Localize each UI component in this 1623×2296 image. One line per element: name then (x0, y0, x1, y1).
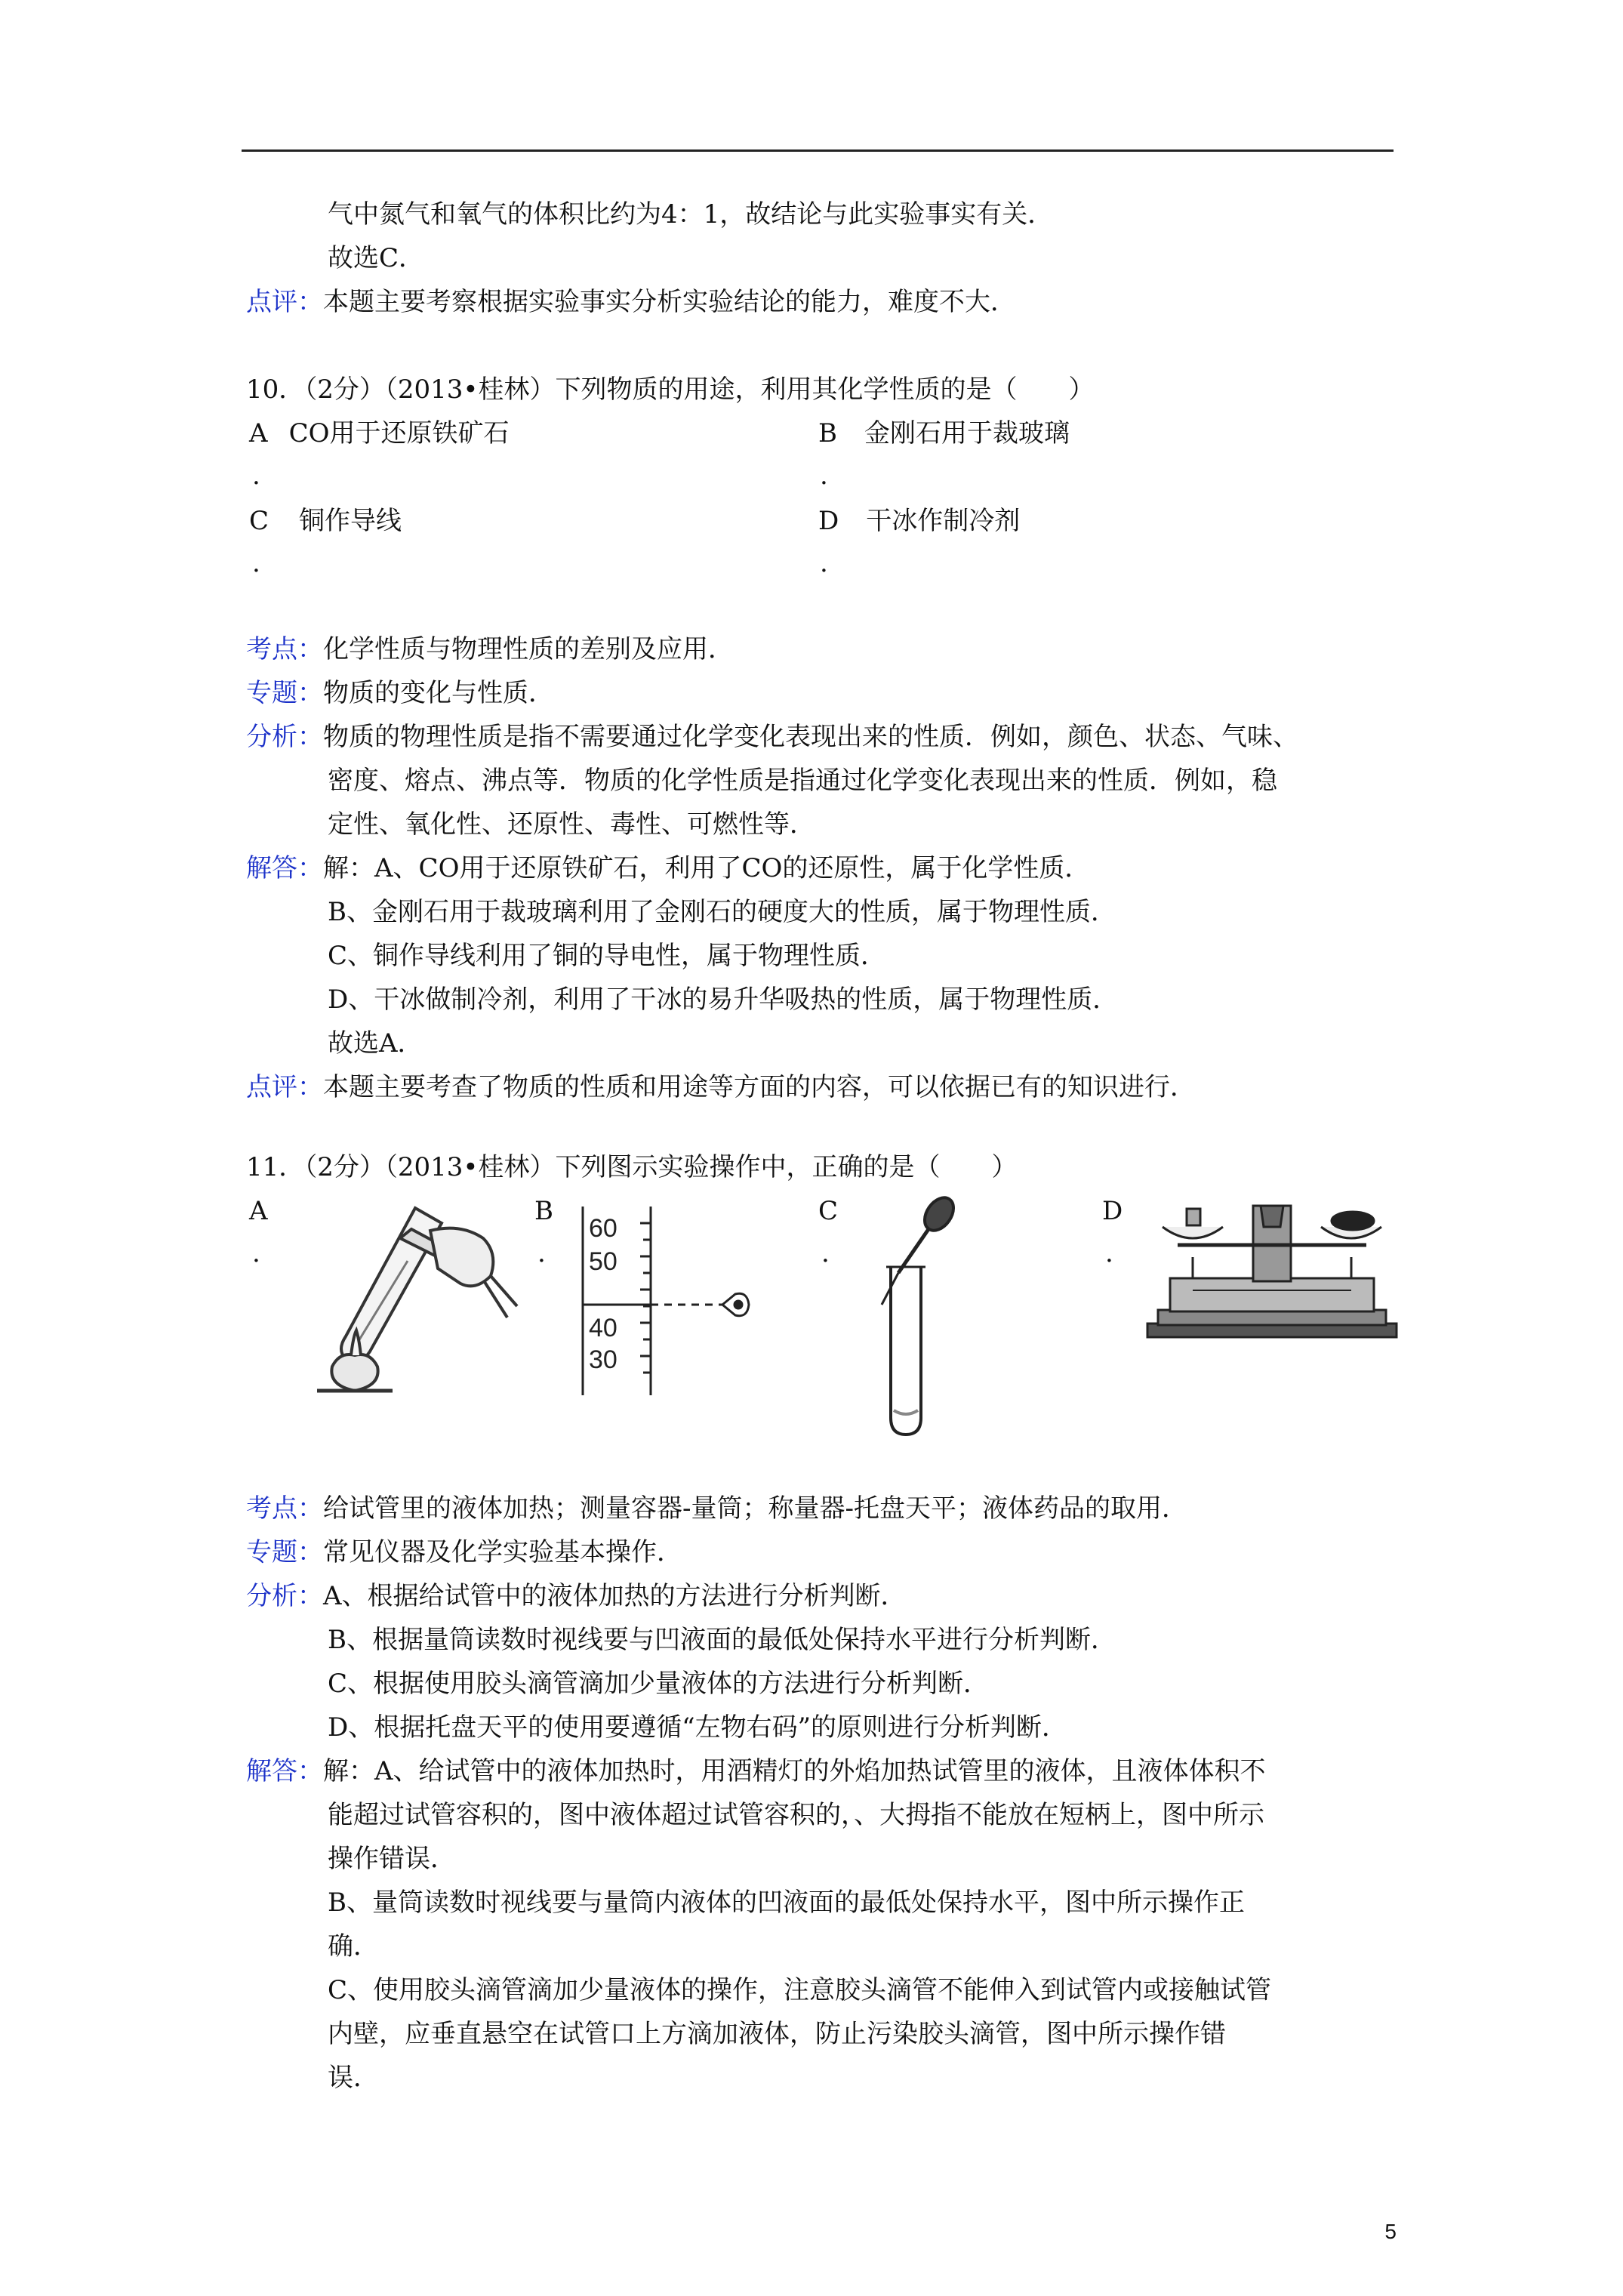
option-dot: . (537, 1238, 546, 1268)
option-dot: . (820, 461, 828, 491)
fenxi-label: 分析： (246, 1581, 323, 1611)
review-text: 本题主要考察根据实验事实分析实验结论的能力，难度不大． (323, 287, 1016, 317)
jieda-line: B、金刚石用于裁玻璃利用了金刚石的硬度大的性质，属于物理性质． (328, 897, 1116, 927)
kaodian-label: 考点： (246, 634, 323, 664)
option-text: CO用于还原铁矿石 (288, 418, 510, 448)
jieda-line: B、量筒读数时视线要与量筒内液体的凹液面的最低处保持水平，图中所示操作正 (328, 1888, 1245, 1918)
q11-option-d-letter: D (1102, 1196, 1123, 1226)
option-dot: . (252, 1238, 260, 1268)
q10-stem: 10．（2分）（2013•桂林）下列物质的用途，利用其化学性质的是（ ） (246, 374, 1095, 405)
option-dot: . (820, 548, 828, 578)
q11-kaodian (246, 1492, 1187, 1525)
kaodian-text: 给试管里的液体加热；测量容器-量筒；称量器-托盘天平；液体药品的取用． (323, 1493, 1187, 1524)
intro-review (246, 285, 1016, 319)
zhuanti-text: 常见仪器及化学实验基本操作． (323, 1537, 682, 1567)
fenxi-line: C、根据使用胶头滴管滴加少量液体的方法进行分析判断． (328, 1669, 990, 1699)
option-dot: . (821, 1238, 830, 1268)
dianping-label: 点评： (246, 1072, 323, 1102)
q10-kaodian (246, 633, 734, 666)
option-letter: A (249, 418, 268, 448)
q11-fenxi (246, 1579, 907, 1613)
jieda-label: 解答： (246, 1756, 323, 1786)
option-text: 铜作导线 (299, 506, 402, 536)
q10-fenxi (246, 720, 1298, 754)
fenxi-line: A、根据给试管中的液体加热的方法进行分析判断． (323, 1581, 907, 1611)
fenxi-label: 分析： (246, 722, 323, 752)
fenxi-line: 定性、氧化性、还原性、毒性、可燃性等． (328, 809, 815, 840)
q11-stem: 11．（2分）（2013•桂林）下列图示实验操作中，正确的是（ ） (246, 1152, 1018, 1182)
figure-c-dropper-test-tube (861, 1191, 966, 1441)
q10-option-d (818, 504, 1020, 538)
q11-jieda (246, 1755, 1266, 1788)
jieda-line: 内壁，应垂直悬空在试管口上方滴加液体，防止污染胶头滴管，图中所示操作错 (328, 2019, 1226, 2049)
option-dot: . (252, 461, 260, 491)
option-text: 金刚石用于裁玻璃 (864, 418, 1070, 448)
figure-d-balance-scale (1147, 1197, 1397, 1348)
q11-option-a-letter: A (249, 1196, 268, 1226)
jieda-line: 操作错误． (328, 1844, 456, 1874)
header-rule (242, 149, 1394, 152)
jieda-line: D、干冰做制冷剂，利用了干冰的易升华吸热的性质，属于物理性质． (328, 985, 1119, 1015)
jieda-line: 能超过试管容积的，图中液体超过试管容积的，、大拇指不能放在短柄上，图中所示 (328, 1800, 1264, 1830)
intro-line-1: 气中氮气和氧气的体积比约为4：1，故结论与此实验事实有关． (328, 199, 1054, 230)
q10-dianping (246, 1071, 1196, 1104)
q10-jieda (246, 852, 1090, 885)
option-dot: . (252, 548, 260, 578)
jieda-line: C、铜作导线利用了铜的导电性，属于物理性质． (328, 941, 887, 971)
figure-a-heating-test-tube (287, 1193, 528, 1404)
kaodian-label: 考点： (246, 1493, 323, 1524)
option-letter: D (818, 506, 839, 536)
option-letter: C (249, 506, 269, 536)
figure-b-graduated-cylinder (568, 1207, 764, 1403)
q11-option-c-letter: C (818, 1196, 839, 1226)
fenxi-line: D、根据托盘天平的使用要遵循“左物右码”的原则进行分析判断． (328, 1712, 1068, 1743)
jieda-label: 解答： (246, 853, 323, 883)
q10-option-b (818, 417, 1070, 450)
tick-label-40: 40 (589, 1314, 617, 1342)
jieda-line: 解：A、CO用于还原铁矿石，利用了CO的还原性，属于化学性质． (323, 853, 1091, 883)
zhuanti-label: 专题： (246, 678, 323, 708)
q11-option-b-letter: B (534, 1196, 553, 1226)
option-text: 干冰作制冷剂 (866, 506, 1021, 536)
q10-zhuanti (246, 676, 554, 710)
review-label: 点评： (246, 287, 323, 317)
page-number: 5 (1384, 2220, 1397, 2243)
jieda-line: 解：A、给试管中的液体加热时，用酒精灯的外焰加热试管里的液体，且液体体积不 (323, 1756, 1266, 1786)
jieda-line: 故选A． (328, 1028, 423, 1059)
intro-line-2: 故选C． (328, 243, 425, 273)
dianping-text: 本题主要考查了物质的性质和用途等方面的内容，可以依据已有的知识进行． (323, 1072, 1196, 1102)
q11-zhuanti (246, 1536, 682, 1569)
option-dot: . (1105, 1238, 1113, 1268)
jieda-line: 确． (328, 1931, 379, 1962)
tick-label-30: 30 (589, 1345, 617, 1374)
zhuanti-label: 专题： (246, 1537, 323, 1567)
kaodian-text: 化学性质与物理性质的差别及应用． (323, 634, 734, 664)
option-letter: B (818, 418, 837, 448)
q10-option-c (249, 504, 402, 538)
fenxi-line: 密度、熔点、沸点等．物质的化学性质是指通过化学变化表现出来的性质．例如，稳 (328, 766, 1277, 796)
fenxi-line: 物质的物理性质是指不需要通过化学变化表现出来的性质．例如，颜色、状态、气味、 (323, 722, 1298, 752)
jieda-line: C、使用胶头滴管滴加少量液体的操作，注意胶头滴管不能伸入到试管内或接触试管 (328, 1975, 1272, 2005)
fenxi-line: B、根据量筒读数时视线要与凹液面的最低处保持水平进行分析判断． (328, 1625, 1116, 1655)
tick-label-60: 60 (589, 1214, 617, 1243)
zhuanti-text: 物质的变化与性质． (323, 678, 554, 708)
q10-option-a (249, 417, 509, 450)
jieda-line: 误． (328, 2063, 379, 2093)
tick-label-50: 50 (589, 1247, 617, 1276)
